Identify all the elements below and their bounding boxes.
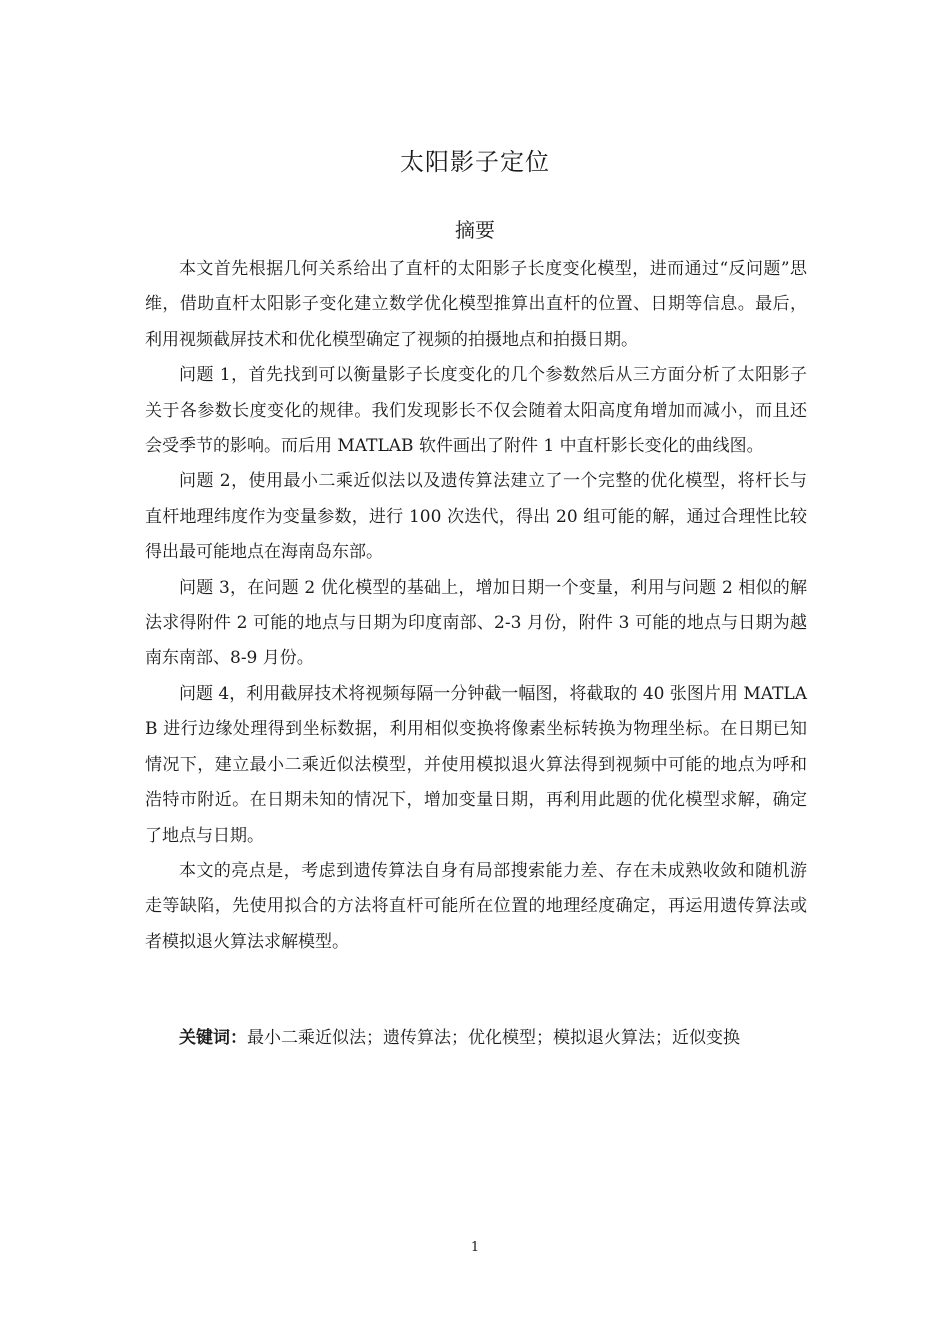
abstract-paragraph-highlights: 本文的亮点是，考虑到遗传算法自身有局部搜索能力差、存在未成熟收敛和随机游走等缺陷，先使用拟合的方法将直杆可能所在位置的地理经度确定，再运用遗传算法或者模拟退火算法求解模型。: [145, 860, 807, 952]
abstract-heading: 摘要: [455, 218, 495, 242]
abstract-paragraph-problem-2: 问题 2，使用最小二乘近似法以及遗传算法建立了一个完整的优化模型，将杆长与直杆地理纬度作为变量参数，进行 100 次迭代，得出 20 组可能的解，通过合理性比较得出最可能地点在海南岛东部。: [145, 471, 807, 563]
paper-title: 太阳影子定位: [400, 148, 550, 176]
abstract-paragraph-intro: 本文首先根据几何关系给出了直杆的太阳影子长度变化模型，进而通过“反问题”思维，借助直杆太阳影子变化建立数学优化模型推算出直杆的位置、日期等信息。最后，利用视频截屏技术和优化模型确定了视频的拍摄地点和拍摄日期。: [145, 259, 807, 350]
keywords-line: [179, 1023, 819, 1053]
abstract-body: [145, 252, 807, 960]
keywords-text: 最小二乘近似法；遗传算法；优化模型；模拟退火算法；近似变换: [247, 1028, 740, 1048]
abstract-paragraph-problem-4: 问题 4，利用截屏技术将视频每隔一分钟截一幅图，将截取的 40 张图片用 MATLAB 进行边缘处理得到坐标数据，利用相似变换将像素坐标转换为物理坐标。在日期已知情况下，建立最小二乘近似法模型，并使用模拟退火算法得到视频中可能的地点为呼和浩特市附近。在日期未知的情况下，增加变量日期，再利用此题的优化模型求解，确定了地点与日期。: [145, 683, 807, 846]
keywords-label: 关键词：: [179, 1028, 247, 1048]
abstract-paragraph-problem-1: 问题 1，首先找到可以衡量影子长度变化的几个参数然后从三方面分析了太阳影子关于各参数长度变化的规律。我们发现影长不仅会随着太阳高度角增加而减小，而且还会受季节的影响。而后用 MATLAB 软件画出了附件 1 中直杆影长变化的曲线图。: [145, 365, 807, 457]
page-number: 1: [470, 1240, 480, 1255]
abstract-paragraph-problem-3: 问题 3，在问题 2 优化模型的基础上，增加日期一个变量，利用与问题 2 相似的解法求得附件 2 可能的地点与日期为印度南部、2-3 月份，附件 3 可能的地点与日期为越南东南部、8-9 月份。: [145, 577, 807, 669]
